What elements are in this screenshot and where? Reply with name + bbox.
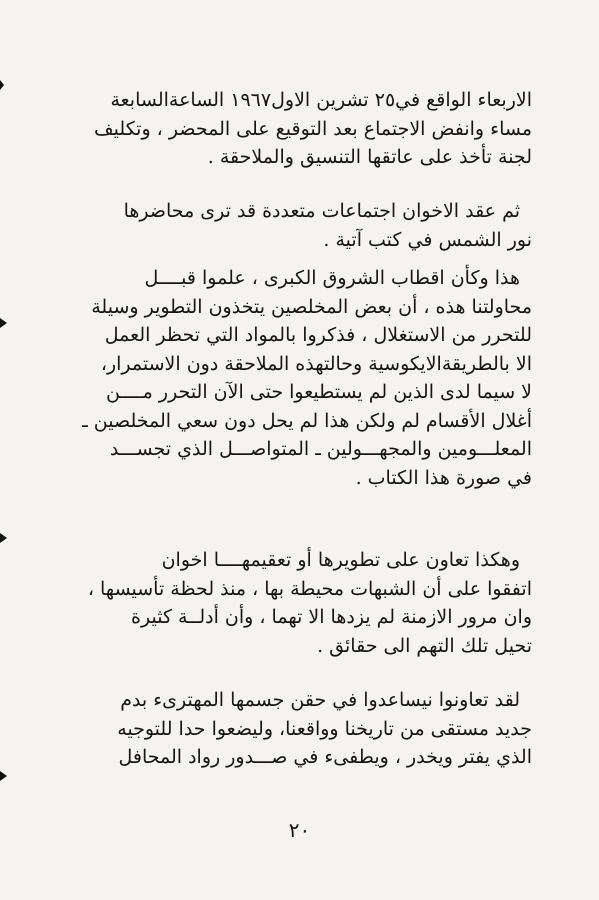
text-line: ثم عقد الاخوان اجتماعات متعددة قد ترى محاضرها [123,200,520,222]
margin-mark [0,80,4,90]
text-line: أغلال الأقسام لم ولكن هذا لم يحل دون سعي المخلصين ـ [82,409,532,432]
text-line: وهكذا تعاون على تطويرها أو تعقيمهــــا اخوان [161,549,520,571]
paragraph-3 [62,264,532,492]
text-line: اتفقوا على أن الشبهات محيطة بها ، منذ لحظة تأسيسها ، [87,577,532,600]
margin-mark [0,318,7,328]
paragraph-5 [62,686,532,772]
paragraph-2 [62,197,532,254]
text-line: تحيل تلك التهم الى حقائق . [317,634,532,657]
text-line: الا بالطريقةالايكوسية وحالتهذه الملاحقة دون الاستمرار، [100,352,532,375]
text-line: للتحرر من الاستغلال ، فذكروا بالمواد التي تحظر العمل [104,324,532,346]
text-line: مساء وانفض الاجتماع بعد التوقيع على المحضر ، وتكليف [94,117,532,140]
text-line: محاولتنا هذه ، أن بعض المخلصين يتخذون التطوير وسيلة [91,295,532,318]
text-line: وان مرور الازمنة لم يزدها الا تهما ، وأن أدلــة كثيرة [131,606,532,628]
margin-mark [0,533,7,543]
text-line: لا سيما لدى الذين لم يستطيعوا حتى الآن التحرر مــــن [105,381,532,403]
text-line: هذا وكأن اقطاب الشروق الكبرى ، علموا قبــــل [144,267,520,289]
text-line: الذي يفتر ويخدر ، ويطفىء في صـــدور رواد المحافل [118,746,532,768]
text-line: جديد مستقى من تاريخنا وواقعنا، وليضعوا حدا للتوجيه [117,717,532,740]
text-line: المعلـــومين والمجهـــولين ـ المتواصـــل الذي تجســـد [109,438,532,460]
paragraph-4 [62,546,532,660]
text-line: لقد تعاونوا نيساعدوا في حقن جسمها المهترىء بدم [120,689,520,711]
paragraph-1 [62,86,532,172]
text-line: في صورة هذا الكتاب . [355,466,532,489]
text-line: لجنة تأخذ على عاتقها التنسيق والملاحقة . [207,146,532,168]
text-line: نور الشمس في كتب آتية . [323,228,532,251]
margin-mark [0,771,7,781]
page-number: ٢٠ [288,818,311,842]
text-line: الاربعاء الواقع في٢٥ تشرين الاول١٩٦٧ الساعةالسابعة [110,89,532,111]
